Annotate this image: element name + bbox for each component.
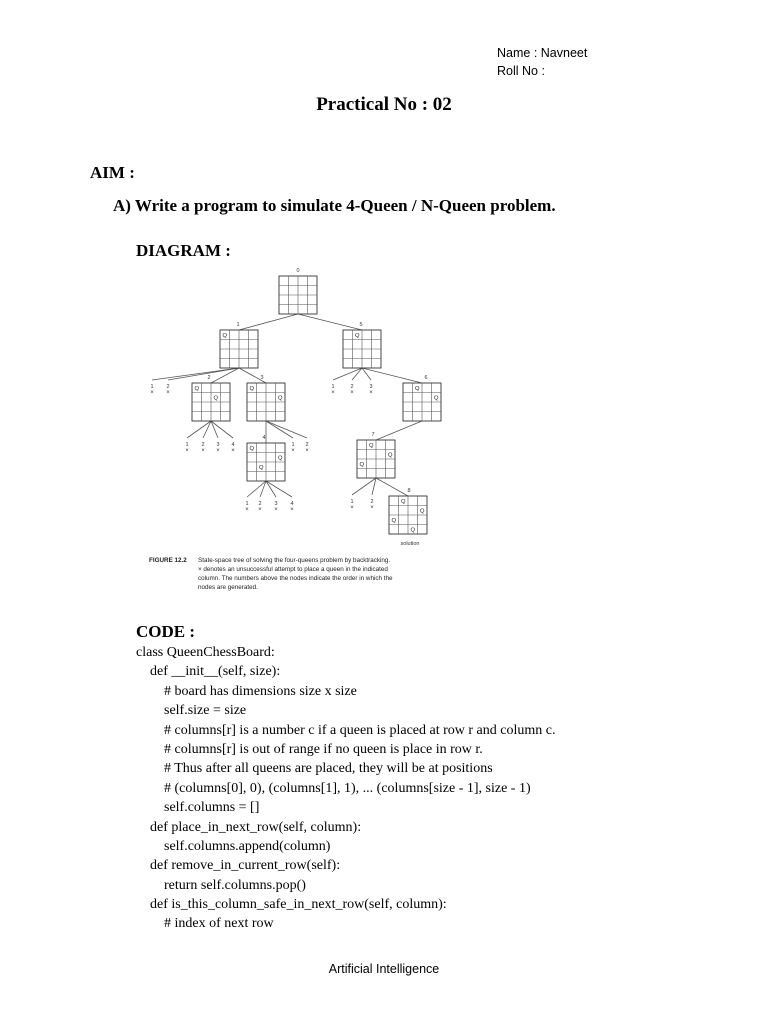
fail-mark: × (258, 507, 262, 513)
attempt-number: 1 (245, 501, 249, 507)
node-number: 5 (359, 322, 363, 328)
queen-mark: Q (213, 395, 219, 402)
fail-mark: × (231, 448, 235, 454)
code-line: self.columns = [] (136, 800, 260, 816)
attempt-number: 1 (331, 384, 335, 390)
fail-mark: × (369, 390, 373, 396)
tree-edge (266, 481, 276, 497)
code-line: return self.columns.pop() (136, 877, 306, 893)
fail-mark: × (350, 505, 354, 511)
attempt-number: 2 (305, 442, 309, 448)
node-number: 0 (296, 268, 300, 274)
queen-mark: Q (249, 385, 255, 392)
board-node (247, 383, 285, 421)
tree-edge (298, 314, 362, 330)
code-line: def is_this_column_safe_in_next_row(self, column): (136, 897, 447, 913)
fail-mark: × (350, 390, 354, 396)
solution-label: solution (400, 541, 420, 547)
queen-mark: Q (368, 442, 374, 449)
aim-heading: AIM : (90, 163, 135, 182)
fail-mark: × (185, 448, 189, 454)
board-node (220, 330, 258, 368)
code-line: # Thus after all queens are placed, they will be at positions (136, 761, 493, 777)
tree-edge (239, 314, 298, 330)
fail-mark: × (305, 448, 309, 454)
board-node (279, 276, 317, 314)
queen-mark: Q (387, 452, 393, 459)
queen-mark: Q (359, 461, 365, 468)
attempt-number: 1 (150, 384, 154, 390)
figure-caption (149, 557, 393, 591)
student-name: Name : Navneet (497, 46, 588, 60)
tree-edge (266, 421, 293, 438)
attempt-number: 1 (350, 499, 354, 505)
caption-label: FIGURE 12.2 (149, 557, 187, 564)
queen-mark: Q (400, 498, 406, 505)
code-line: def __init__(self, size): (136, 664, 281, 680)
page-title: Practical No : 02 (316, 94, 452, 115)
node-number: 7 (371, 432, 375, 438)
fail-mark: × (290, 507, 294, 513)
attempt-number: 2 (350, 384, 354, 390)
node-number: 2 (207, 375, 211, 381)
roll-number: Roll No : (497, 64, 545, 78)
node-number: 3 (260, 375, 264, 381)
fail-mark: × (201, 448, 205, 454)
queen-mark: Q (410, 527, 416, 534)
attempt-number: 1 (185, 442, 189, 448)
fail-mark: × (331, 390, 335, 396)
queen-mark: Q (414, 385, 420, 392)
queen-mark: Q (433, 395, 439, 402)
code-line: def place_in_next_row(self, column): (136, 819, 362, 835)
tree-edge (376, 421, 422, 440)
attempt-number: 2 (201, 442, 205, 448)
caption-line: nodes are generated. (198, 584, 258, 591)
node-number: 1 (236, 322, 240, 328)
tree-edge (376, 478, 411, 496)
tree-edge (362, 368, 422, 383)
fail-mark: × (150, 390, 154, 396)
aim-text: A) Write a program to simulate 4-Queen / N-Queen problem. (113, 196, 556, 215)
code-line: # index of next row (136, 916, 274, 932)
node-number: 4 (262, 435, 266, 441)
queen-mark: Q (277, 455, 283, 462)
attempt-number: 2 (166, 384, 170, 390)
state-space-tree-diagram (140, 262, 450, 602)
board-node (247, 443, 285, 481)
queen-mark: Q (249, 445, 255, 452)
node-number: 8 (407, 488, 411, 494)
fail-mark: × (274, 507, 278, 513)
code-line: def remove_in_current_row(self): (136, 858, 341, 874)
code-line: class QueenChessBoard: (136, 645, 275, 660)
attempt-number: 4 (290, 501, 294, 507)
attempt-number: 1 (291, 442, 295, 448)
fail-mark: × (245, 507, 249, 513)
tree-edge (333, 368, 362, 380)
code-line: # (columns[0], 0), (columns[1], 1), ... (columns[size - 1], size - 1) (136, 780, 531, 796)
fail-mark: × (291, 448, 295, 454)
board-node (403, 383, 441, 421)
node-number: 6 (424, 375, 428, 381)
code-line: # columns[r] is a number c if a queen is placed at row r and column c. (136, 722, 556, 738)
attempt-number: 2 (258, 501, 262, 507)
fail-mark: × (370, 505, 374, 511)
diagram-heading: DIAGRAM : (136, 241, 231, 260)
fail-mark: × (216, 448, 220, 454)
queen-mark: Q (277, 395, 283, 402)
attempt-number: 3 (274, 501, 278, 507)
attempt-number: 3 (369, 384, 373, 390)
attempt-number: 2 (370, 499, 374, 505)
code-line: # board has dimensions size x size (136, 683, 357, 699)
code-line: self.size = size (136, 703, 247, 719)
code-line: # columns[r] is out of range if no queen is place in row r. (136, 741, 483, 757)
queen-mark: Q (258, 464, 264, 471)
fail-mark: × (166, 390, 170, 396)
board-node (192, 383, 230, 421)
board-node (389, 496, 427, 534)
caption-line: State-space tree of solving the four-queens problem by backtracking. (198, 557, 391, 564)
queen-mark: Q (419, 508, 425, 515)
caption-line: column. The numbers above the nodes indicate the order in which the (198, 575, 393, 582)
board-node (343, 330, 381, 368)
queen-mark: Q (391, 517, 397, 524)
board-node (357, 440, 395, 478)
queen-mark: Q (222, 332, 228, 339)
queen-mark: Q (194, 385, 200, 392)
code-block (136, 643, 555, 934)
tree-edge (266, 421, 307, 438)
attempt-number: 4 (231, 442, 235, 448)
caption-line: × denotes an unsuccessful attempt to place a queen in the indicated (198, 566, 388, 573)
code-heading: CODE : (136, 622, 196, 641)
attempt-number: 3 (216, 442, 220, 448)
tree-nodes (192, 276, 441, 534)
page-footer: Artificial Intelligence (328, 962, 440, 976)
tree-edge (266, 481, 292, 497)
code-line: self.columns.append(column) (136, 838, 331, 854)
queen-mark: Q (354, 332, 360, 339)
